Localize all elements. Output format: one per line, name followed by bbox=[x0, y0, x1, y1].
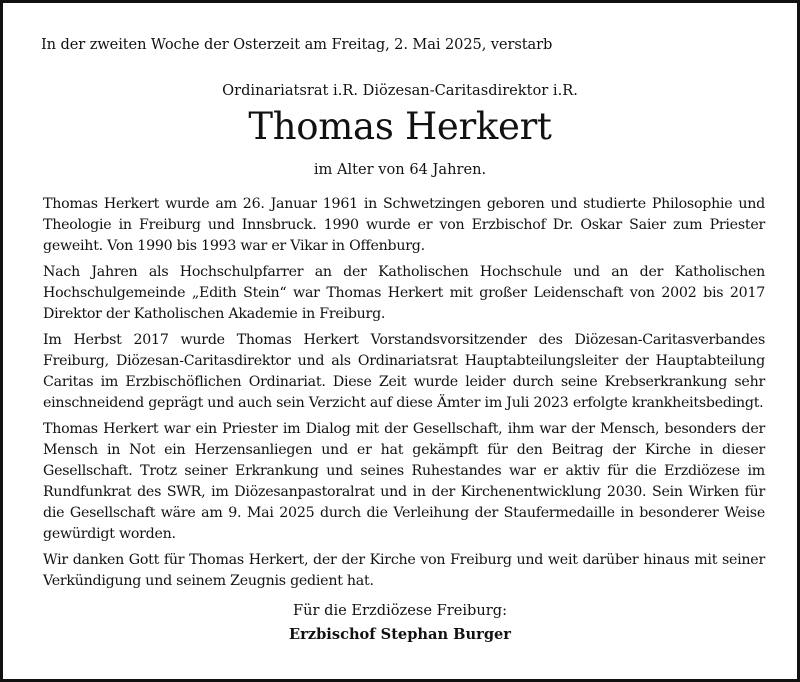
signature-organization: Für die Erzdiözese Freiburg: bbox=[292, 602, 507, 619]
paragraph-biography-4: Thomas Herkert war ein Priester im Dialog mit der Gesellschaft, ihm war der Mensch, besonders der Mensch in Not ein Herzensanliegen und er hat gekämpft für den Beitrag der Kirche in dieser Gesellschaft. Trotz seiner Erkrankung und seines Ruhestandes war er aktiv für die Erzdiözese im Rundfunkrat des SWR, im Diözesanpastoralrat und in der Kirchenentwicklung 2030. Sein Wirken für die Gesellschaft wäre am 9. Mai 2025 durch die Verleihung der Staufermedaille in besonderer Weise gewürdigt worden. bbox=[43, 421, 765, 542]
intro-line: In der zweiten Woche der Osterzeit am Freitag, 2. Mai 2025, verstarb bbox=[41, 36, 553, 53]
paragraph-biography-3: Im Herbst 2017 wurde Thomas Herkert Vorstandsvorsitzender des Diözesan-Caritasverbandes Freiburg, Diözesan-Caritasdirektor und als Ordinariatsrat Hauptabteilungsleiter der Hauptabteilung Caritas im Erzbischöflichen Ordinariat. Diese Zeit wurde leider durch seine Krebserkrankung sehr einschneidend geprägt und auch sein Verzicht auf diese Ämter im Juli 2023 erfolgte krankheitsbedingt. bbox=[43, 332, 765, 411]
paragraph-thanks: Wir danken Gott für Thomas Herkert, der der Kirche von Freiburg und weit darüber hinaus mit seiner Verkündigung und seinem Zeugnis gedient hat. bbox=[43, 552, 765, 589]
paragraph-biography-1: Thomas Herkert wurde am 26. Januar 1961 in Schwetzingen geboren und studierte Philosophie und Theologie in Freiburg und Innsbruck. 1990 wurde er von Erzbischof Dr. Oskar Saier zum Priester geweiht. Von 1990 bis 1993 war er Vikar in Offenburg. bbox=[43, 196, 765, 254]
age-line: im Alter von 64 Jahren. bbox=[313, 161, 487, 178]
signature-name: Erzbischof Stephan Burger bbox=[289, 626, 511, 643]
deceased-name: Thomas Herkert bbox=[248, 105, 552, 148]
paragraph-biography-2: Nach Jahren als Hochschulpfarrer an der Katholischen Hochschule und an der Katholischen Hochschulgemeinde „Edith Stein“ war Thomas Herkert mit großer Leidenschaft von 2002 bis 2017 Direktor der Katholischen Akademie in Freiburg. bbox=[43, 264, 765, 322]
biography bbox=[43, 194, 765, 597]
deceased-title: Ordinariatsrat i.R. Diözesan-Caritasdirektor i.R. bbox=[222, 82, 578, 99]
